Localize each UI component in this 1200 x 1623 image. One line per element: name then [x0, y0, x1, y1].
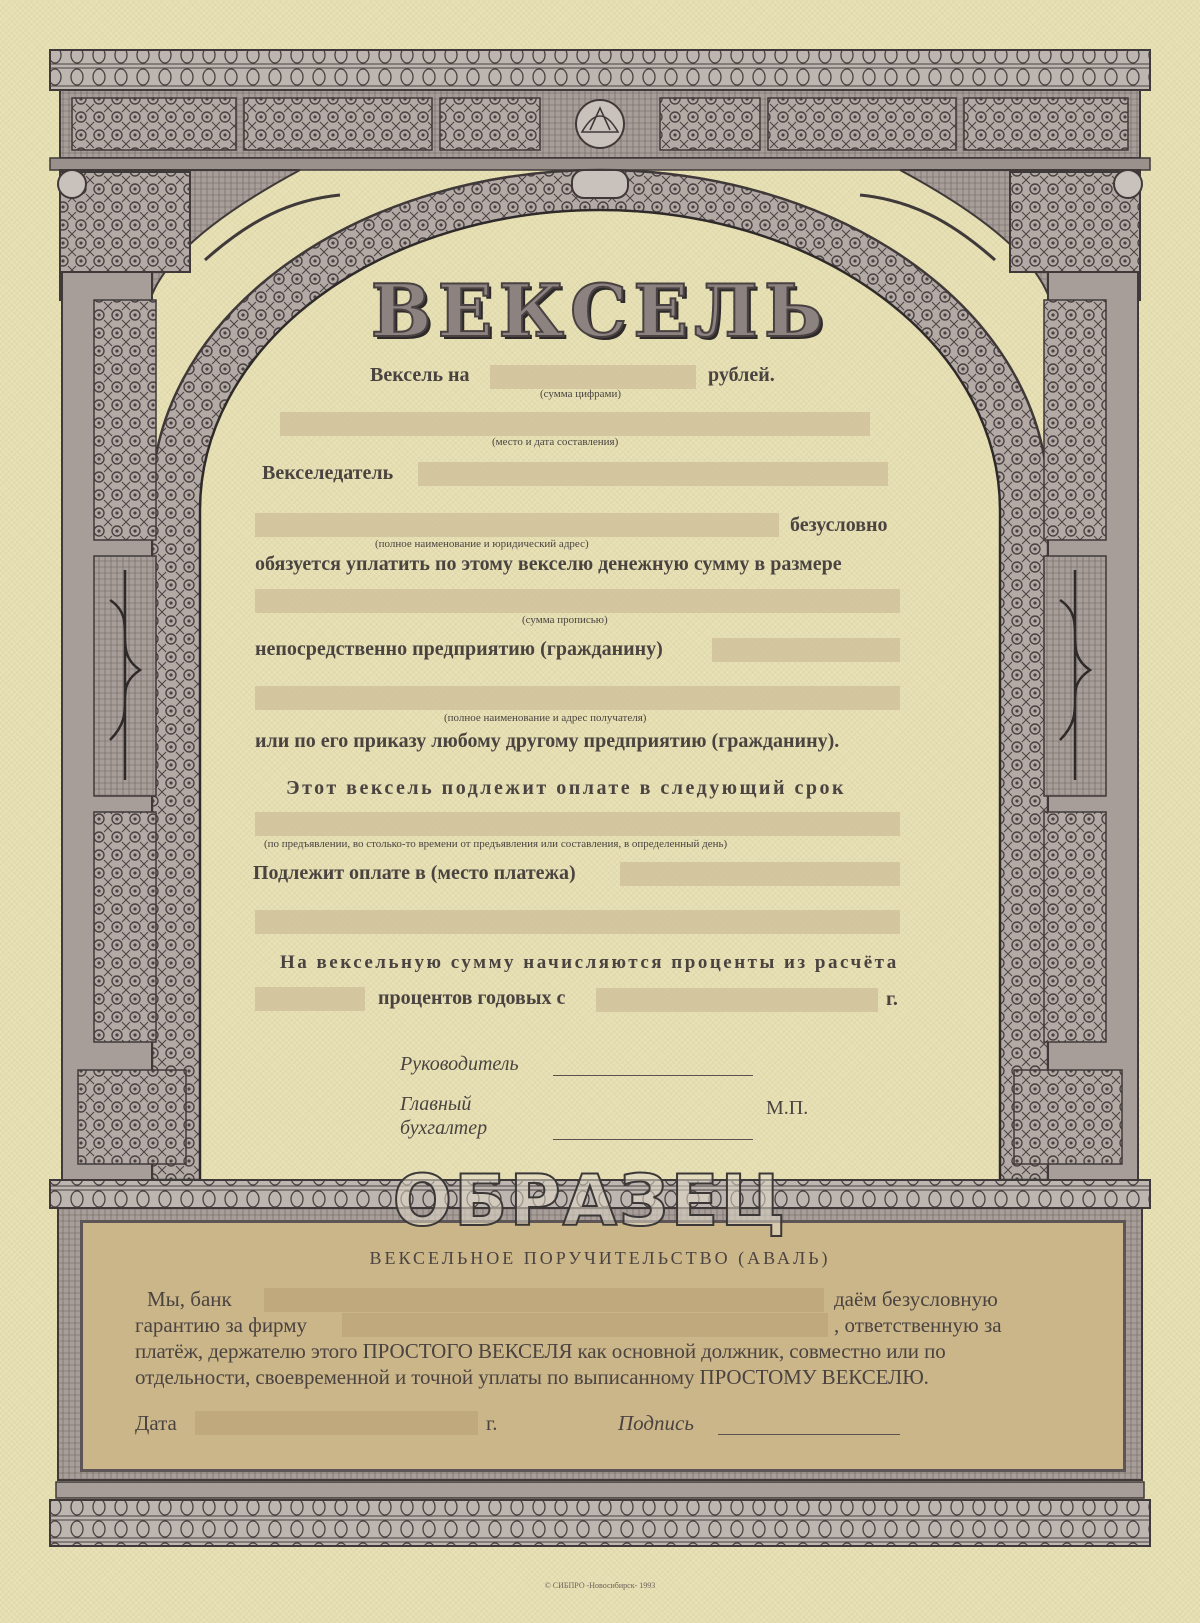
interest-rate-field[interactable] — [255, 987, 365, 1011]
sample-stamp: ОБРАЗЕЦ — [392, 1160, 788, 1242]
aval-firm-prefix: гарантию за фирму — [135, 1313, 308, 1337]
term-caption: (по предъявлении, во столько-то времени от предъявления или составления, в определенный день) — [264, 838, 728, 850]
drawer-address-field[interactable] — [255, 513, 779, 537]
interest-rate-text: процентов годовых с — [378, 987, 566, 1009]
aval-bank-field[interactable] — [264, 1288, 824, 1312]
payment-place-field-2[interactable] — [255, 910, 900, 934]
term-text: Этот вексель подлежит оплате в следующий срок — [286, 777, 846, 799]
aval-date-field[interactable] — [195, 1411, 478, 1435]
interest-text: На вексельную сумму начисляются проценты из расчёта — [280, 952, 899, 973]
order-text: или по его приказу любому другому предприятию (гражданину). — [255, 730, 840, 752]
aval-firm-field[interactable] — [342, 1313, 828, 1337]
aval-firm-suffix: , ответственную за — [834, 1313, 1002, 1337]
payee-caption: (полное наименование и адрес получателя) — [444, 712, 647, 724]
drawer-caption: (полное наименование и юридический адрес) — [375, 538, 589, 550]
interest-year-suffix: г. — [886, 988, 898, 1010]
director-signature-line[interactable] — [553, 1075, 753, 1076]
seal-mark: М.П. — [766, 1097, 809, 1119]
drawer-label: Векселедатель — [262, 462, 394, 484]
accountant-signature-line[interactable] — [553, 1139, 753, 1140]
director-label: Руководитель — [400, 1053, 519, 1075]
accountant-label-line2: бухгалтер — [400, 1117, 488, 1139]
drawer-field[interactable] — [418, 462, 888, 486]
copyright-notice: © СИБПРО -Новосибирск- 1993 — [544, 1581, 656, 1590]
aval-date-suffix: г. — [486, 1411, 498, 1435]
interest-date-field[interactable] — [596, 988, 878, 1012]
sum-digits-field[interactable] — [490, 365, 696, 389]
aval-bank-suffix: даём безусловную — [834, 1287, 998, 1311]
aval-date-label: Дата — [135, 1411, 177, 1435]
unconditional-text: безусловно — [790, 514, 888, 536]
aval-signature-label: Подпись — [618, 1411, 694, 1435]
obligation-text: обязуется уплатить по этому векселю денежную сумму в размере — [255, 553, 842, 575]
aval-line3: платёж, держателю этого ПРОСТОГО ВЕКСЕЛЯ как основной должник, совместно или по — [135, 1339, 946, 1363]
document-title: ВЕКСЕЛЬ — [370, 268, 830, 353]
aval-title: ВЕКСЕЛЬНОЕ ПОРУЧИТЕЛЬСТВО (АВАЛЬ) — [369, 1248, 831, 1268]
sum-words-field[interactable] — [255, 589, 900, 613]
place-date-field[interactable] — [280, 412, 870, 436]
aval-line4: отдельности, своевременной и точной уплаты по выписанному ПРОСТОМУ ВЕКСЕЛЮ. — [135, 1365, 929, 1389]
sum-digits-caption: (сумма цифрами) — [540, 388, 622, 400]
place-date-caption: (место и дата составления) — [492, 436, 619, 448]
payment-place-field[interactable] — [620, 862, 900, 886]
accountant-label-line1: Главный — [400, 1093, 472, 1115]
payee-field[interactable] — [712, 638, 900, 662]
payee-address-field[interactable] — [255, 686, 900, 710]
payee-label: непосредственно предприятию (гражданину) — [255, 638, 663, 660]
sum-words-caption: (сумма прописью) — [522, 614, 608, 626]
payment-place-label: Подлежит оплате в (место платежа) — [253, 862, 576, 884]
aval-signature-line[interactable] — [718, 1434, 900, 1435]
sum-prefix: Вексель на — [370, 364, 470, 386]
term-field[interactable] — [255, 812, 900, 836]
aval-bank-prefix: Мы, банк — [147, 1287, 232, 1311]
sum-suffix: рублей. — [708, 364, 775, 386]
